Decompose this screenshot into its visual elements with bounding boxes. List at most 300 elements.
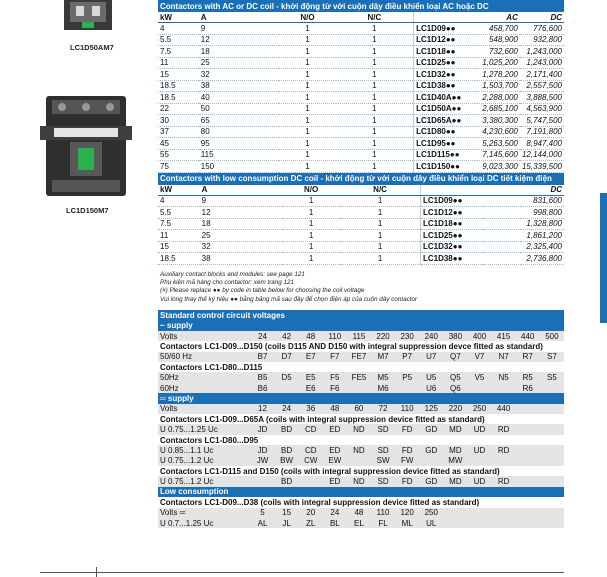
table-cell: 18.5 [158,80,199,92]
row-label: U 0.85...1.1 Uc [158,445,250,455]
code-cell: FD [395,445,419,455]
note-line: Vui lòng thay thế ký hiệu ●● bằng bảng mã sau đây để chọn điện áp của cuộn dây contactor [160,295,418,303]
code-cell: 440 [516,331,540,341]
code-cell: P5 [395,372,419,382]
code-cell: FD [395,424,419,434]
code-cell [540,424,564,434]
table-cell: 1 [282,195,340,207]
table-cell: 12,144,000 [520,149,564,161]
code-cell: JD [250,424,274,434]
table-row [158,80,564,92]
table-cell: 5.5 [158,207,200,219]
table-cell: 150 [199,161,279,173]
code-cell [516,508,540,518]
code-cell: ND [347,445,371,455]
table-cell: 18.5 [158,253,200,265]
table-cell: LC1D38●● [420,253,483,265]
code-cell: CD [299,424,323,434]
row-label: U 0.75...1.2 Uc [158,456,250,466]
table-cell: 25 [200,230,282,242]
code-cell: 12 [250,404,274,414]
table-cell: 7.5 [158,218,200,230]
code-cell: ND [347,424,371,434]
code-row [158,476,564,486]
table-cell: 11 [158,230,200,242]
table-cell: 45 [158,138,199,150]
code-cell: AL [250,518,274,528]
table-cell: LC1D40A●● [414,92,477,104]
code-cell: CW [299,456,323,466]
code-cell: M6 [371,383,395,393]
low-consumption-header [158,487,564,497]
code-cell: 110 [371,508,395,518]
code-cell: N7 [492,352,516,362]
code-cell: MD [443,424,467,434]
table-cell: LC1D95●● [414,138,477,150]
table-cell: 12 [200,207,282,219]
table-cell: 1,328,800 [521,218,564,230]
table-cell: 4 [158,195,200,207]
table-row [158,230,564,242]
table-cell: 9,023,300 [477,161,520,173]
code-cell: JW [250,456,274,466]
code-cell [299,476,323,486]
table-cell: 1 [340,218,420,230]
table-cell: 1 [282,241,340,253]
note-line: (#) Please replace ●● by code in table below for choosing the coil voltage [160,287,365,295]
product-label-1: LC1D50AM7 [70,43,114,52]
table-cell: 4,230,600 [477,126,520,138]
code-cell: Q7 [443,352,467,362]
code-cell: ZL [299,518,323,528]
table-cell: 1 [279,69,336,81]
code-cell: SW [371,456,395,466]
table-cell: LC1D09●● [420,195,483,207]
code-cell [419,456,443,466]
table-cell: 1 [279,92,336,104]
table-cell: 7,145,600 [477,149,520,161]
ac-volts-row [158,331,564,341]
table-cell: 12 [199,34,279,46]
column-header: N/C [336,12,414,23]
table-cell: 7,191,800 [520,126,564,138]
code-cell: R7 [516,352,540,362]
table-cell: 1 [336,103,414,115]
code-cell: N5 [492,372,516,382]
table-cell: 4 [158,23,199,35]
code-row [158,372,564,382]
table-row [158,57,564,69]
code-cell: 15 [275,508,299,518]
table-cell: 15,339,500 [520,161,564,173]
table-row [158,92,564,104]
code-cell: 250 [467,404,491,414]
table-cell [483,207,520,219]
ac-group-title [158,362,564,372]
code-cell [516,445,540,455]
section-tab-marker [600,193,607,323]
code-cell: R6 [516,383,540,393]
code-cell: 110 [323,331,347,341]
code-cell: 48 [299,331,323,341]
column-header: N/O [279,12,336,23]
ac-group-title [158,341,564,351]
row-label: U 0.7...1.25 Uc [158,518,250,528]
row-label: 60Hz [158,383,250,393]
code-cell: GD [419,476,443,486]
table-cell: 9 [199,23,279,35]
table-cell: 2,288,000 [477,92,520,104]
code-cell: E6 [299,383,323,393]
table-cell: 8,947,400 [520,138,564,150]
table-cell: 1 [336,115,414,127]
table-cell: 1 [279,57,336,69]
code-cell: V7 [467,352,491,362]
column-header [420,185,483,196]
note-line: Auxiliary contact blocks and modules: see page 121 [160,270,305,278]
code-cell: UD [467,424,491,434]
code-cell [443,518,467,528]
code-cell [540,383,564,393]
dc-volts-row [158,404,564,414]
table-cell: 2,557,500 [520,80,564,92]
code-cell: M7 [371,352,395,362]
table-cell: 18.5 [158,92,199,104]
code-cell: D7 [275,352,299,362]
code-cell: U6 [419,383,443,393]
code-cell: UD [467,476,491,486]
code-cell: BD [275,476,299,486]
code-cell: 42 [275,331,299,341]
table-cell: LC1D50A●● [414,103,477,115]
table-cell: 1 [340,241,420,253]
code-cell [347,383,371,393]
table-cell: 11 [158,57,199,69]
table-cell: 1 [282,253,340,265]
code-cell [275,383,299,393]
table-cell: 1 [340,207,420,219]
table-cell: 1,278,200 [477,69,520,81]
code-cell: ED [323,445,347,455]
code-cell: F6 [323,383,347,393]
footer-tick [96,567,97,577]
table-cell: 1 [279,149,336,161]
code-cell: 400 [467,331,491,341]
table-cell: LC1D115●● [414,149,477,161]
code-cell [443,508,467,518]
code-cell: 440 [492,404,516,414]
code-cell: ML [395,518,419,528]
ac-supply-header [158,321,564,331]
code-cell: 48 [323,404,347,414]
table-row [158,115,564,127]
code-cell: 220 [443,404,467,414]
table-cell: 831,600 [521,195,564,207]
table-cell: LC1D32●● [414,69,477,81]
table-cell: 3,888,500 [520,92,564,104]
code-cell: UL [419,518,443,528]
column-header [483,185,520,196]
code-cell [516,404,540,414]
code-cell: B7 [250,352,274,362]
table-cell: LC1D25●● [420,230,483,242]
table-cell: 5,263,500 [477,138,520,150]
code-cell [492,508,516,518]
table-cell: 1 [336,57,414,69]
table-cell: 75 [158,161,199,173]
table-cell: 1 [340,253,420,265]
table-cell: 5,747,500 [520,115,564,127]
table-cell: 1 [336,46,414,58]
dc-group-title [158,414,564,424]
table-cell: 776,600 [520,23,564,35]
row-label: U 0.75...1.25 Uc [158,424,250,434]
table-cell: 5.5 [158,34,199,46]
code-cell: U7 [419,352,443,362]
code-cell: 5 [250,508,274,518]
table-cell: 115 [199,149,279,161]
code-cell: P7 [395,352,419,362]
code-cell: SD [371,445,395,455]
table-cell: 38 [199,80,279,92]
contactor-large-image [40,92,132,200]
table-cell: 15 [158,69,199,81]
table-cell: 2,685,100 [477,103,520,115]
table-row [158,149,564,161]
dc-group-title-text: Contactors LC1-D09...D65A (coils with integral suppression device fitted as standard) [160,414,485,424]
code-cell: RD [492,445,516,455]
code-cell: E5 [299,372,323,382]
code-cell: ND [347,476,371,486]
column-header: A [200,185,282,196]
table-cell: 1,861,200 [521,230,564,242]
dc-group-title-text: Contactors LC1-D115 and D150 (coils with integral suppression device fitted as standard) [160,466,500,476]
code-cell: V5 [467,372,491,382]
table-row [158,207,564,219]
table-row [158,195,564,207]
table-cell: LC1D18●● [414,46,477,58]
table-cell: 80 [199,126,279,138]
code-cell: 24 [275,404,299,414]
table-cell: 3,380,300 [477,115,520,127]
column-header: A [199,12,279,23]
code-cell: D5 [275,372,299,382]
table-cell: 1 [279,138,336,150]
product-image-column [0,0,158,577]
table-cell: 32 [200,241,282,253]
code-cell: RD [492,476,516,486]
code-cell: FD [395,476,419,486]
code-row [158,445,564,455]
std-title [158,310,564,320]
coil-voltage-table [158,310,564,528]
table-cell: 7.5 [158,46,199,58]
table-cell: 1 [279,103,336,115]
code-cell: 115 [347,331,371,341]
code-cell: R5 [516,372,540,382]
table-cell: 1 [336,80,414,92]
table-cell: 932,800 [520,34,564,46]
code-cell [540,476,564,486]
code-cell: 48 [347,508,371,518]
code-cell [540,456,564,466]
column-header: kW [158,185,200,196]
contactor-small-image [62,0,114,32]
code-cell: FW [395,456,419,466]
code-cell: 230 [395,331,419,341]
row-label: U 0.75...1.2 Uc [158,476,250,486]
table-row [158,241,564,253]
low-group-title-text: Contactors LC1-D09...D38 (coils with integral suppression device fitted as standard) [160,497,480,507]
code-cell: MD [443,476,467,486]
code-cell: U5 [419,372,443,382]
table-cell: LC1D80●● [414,126,477,138]
table-cell: 65 [199,115,279,127]
price-list-content [158,0,564,528]
code-cell: FE5 [347,372,371,382]
code-cell: 36 [299,404,323,414]
dc-group-title-text: Contactors LC1-D80...D95 [160,435,259,445]
table-cell: LC1D65A●● [414,115,477,127]
low-volts-row [158,508,564,518]
table-cell: 1 [279,161,336,173]
table-cell [483,253,520,265]
code-cell: 20 [299,508,323,518]
code-cell: 220 [371,331,395,341]
table-cell: 1 [340,230,420,242]
code-cell: 24 [323,508,347,518]
code-cell: EL [347,518,371,528]
table-cell: 458,700 [477,23,520,35]
code-cell [467,508,491,518]
code-cell: GD [419,424,443,434]
table-cell: 1 [279,34,336,46]
table-cell: 18 [199,46,279,58]
code-cell [540,518,564,528]
code-cell: ED [323,424,347,434]
code-cell: M5 [371,372,395,382]
table-row [158,34,564,46]
code-cell: F5 [323,372,347,382]
table-cell: 30 [158,115,199,127]
table-cell: 1 [340,195,420,207]
code-cell: SD [371,476,395,486]
table-cell [483,230,520,242]
column-header [414,12,477,23]
table-cell: 1 [336,138,414,150]
table-cell: 32 [199,69,279,81]
code-cell: RD [492,424,516,434]
table-row [158,23,564,35]
table-cell [483,241,520,253]
table-cell: 95 [199,138,279,150]
code-cell: S7 [540,352,564,362]
table-cell: 1,243,000 [520,57,564,69]
code-cell: 250 [419,508,443,518]
code-cell: 380 [443,331,467,341]
table-row [158,161,564,173]
table-cell: 1 [282,218,340,230]
code-cell: 120 [395,508,419,518]
table-cell: 55 [158,149,199,161]
table-cell: 9 [200,195,282,207]
code-cell: 500 [540,331,564,341]
table-cell: LC1D09●● [414,23,477,35]
contactor-low-consumption-table [158,173,564,265]
code-cell: SD [371,424,395,434]
code-cell: B5 [250,372,274,382]
code-cell [516,518,540,528]
column-header: N/C [340,185,420,196]
dc-group-title [158,435,564,445]
code-cell: Q6 [443,383,467,393]
table-cell: 1 [336,23,414,35]
table-row [158,69,564,81]
table-cell: 1 [279,23,336,35]
table-row [158,138,564,150]
table1-title: Contactors with AC or DC coil - khởi động từ với cuộn dây điều khiển loại AC hoặc DC [158,0,564,12]
code-cell: S5 [540,372,564,382]
product-label-2: LC1D150M7 [66,206,109,215]
code-cell [540,445,564,455]
code-cell [516,456,540,466]
code-row [158,352,564,362]
table-cell: LC1D18●● [420,218,483,230]
contactor-ac-dc-table [158,0,564,173]
code-cell: MW [443,456,467,466]
column-header: kW [158,12,199,23]
table-cell: 998,800 [521,207,564,219]
dc-supply-header [158,393,564,403]
footer-rule [40,572,564,573]
table-cell: 1 [282,230,340,242]
table-cell: 1,243,000 [520,46,564,58]
code-cell: FL [371,518,395,528]
code-row [158,518,564,528]
table-cell: 1 [279,115,336,127]
code-row [158,424,564,434]
table-cell: 4,563,900 [520,103,564,115]
dc-supply-header-text: ═ supply [158,393,564,403]
ac-supply-header-text: ~ supply [158,321,564,331]
code-cell [492,383,516,393]
table-cell: LC1D25●● [414,57,477,69]
row-label: Volts [158,331,250,341]
table-cell: 1 [336,149,414,161]
table-cell: 37 [158,126,199,138]
code-cell: 24 [250,331,274,341]
code-cell: FE7 [347,352,371,362]
row-label: Volts ═ [158,508,250,518]
table-cell: 2,171,400 [520,69,564,81]
code-cell: UD [467,445,491,455]
table-row [158,218,564,230]
code-cell [492,456,516,466]
table-cell [483,195,520,207]
table-cell [483,218,520,230]
low-group-title [158,497,564,507]
table-cell: LC1D12●● [414,34,477,46]
code-row [158,456,564,466]
table-cell: 1 [336,126,414,138]
code-cell [467,518,491,528]
table-cell: LC1D32●● [420,241,483,253]
table-row [158,253,564,265]
code-cell: BD [275,445,299,455]
table-cell: 25 [199,57,279,69]
code-cell: JL [275,518,299,528]
code-cell: 240 [419,331,443,341]
